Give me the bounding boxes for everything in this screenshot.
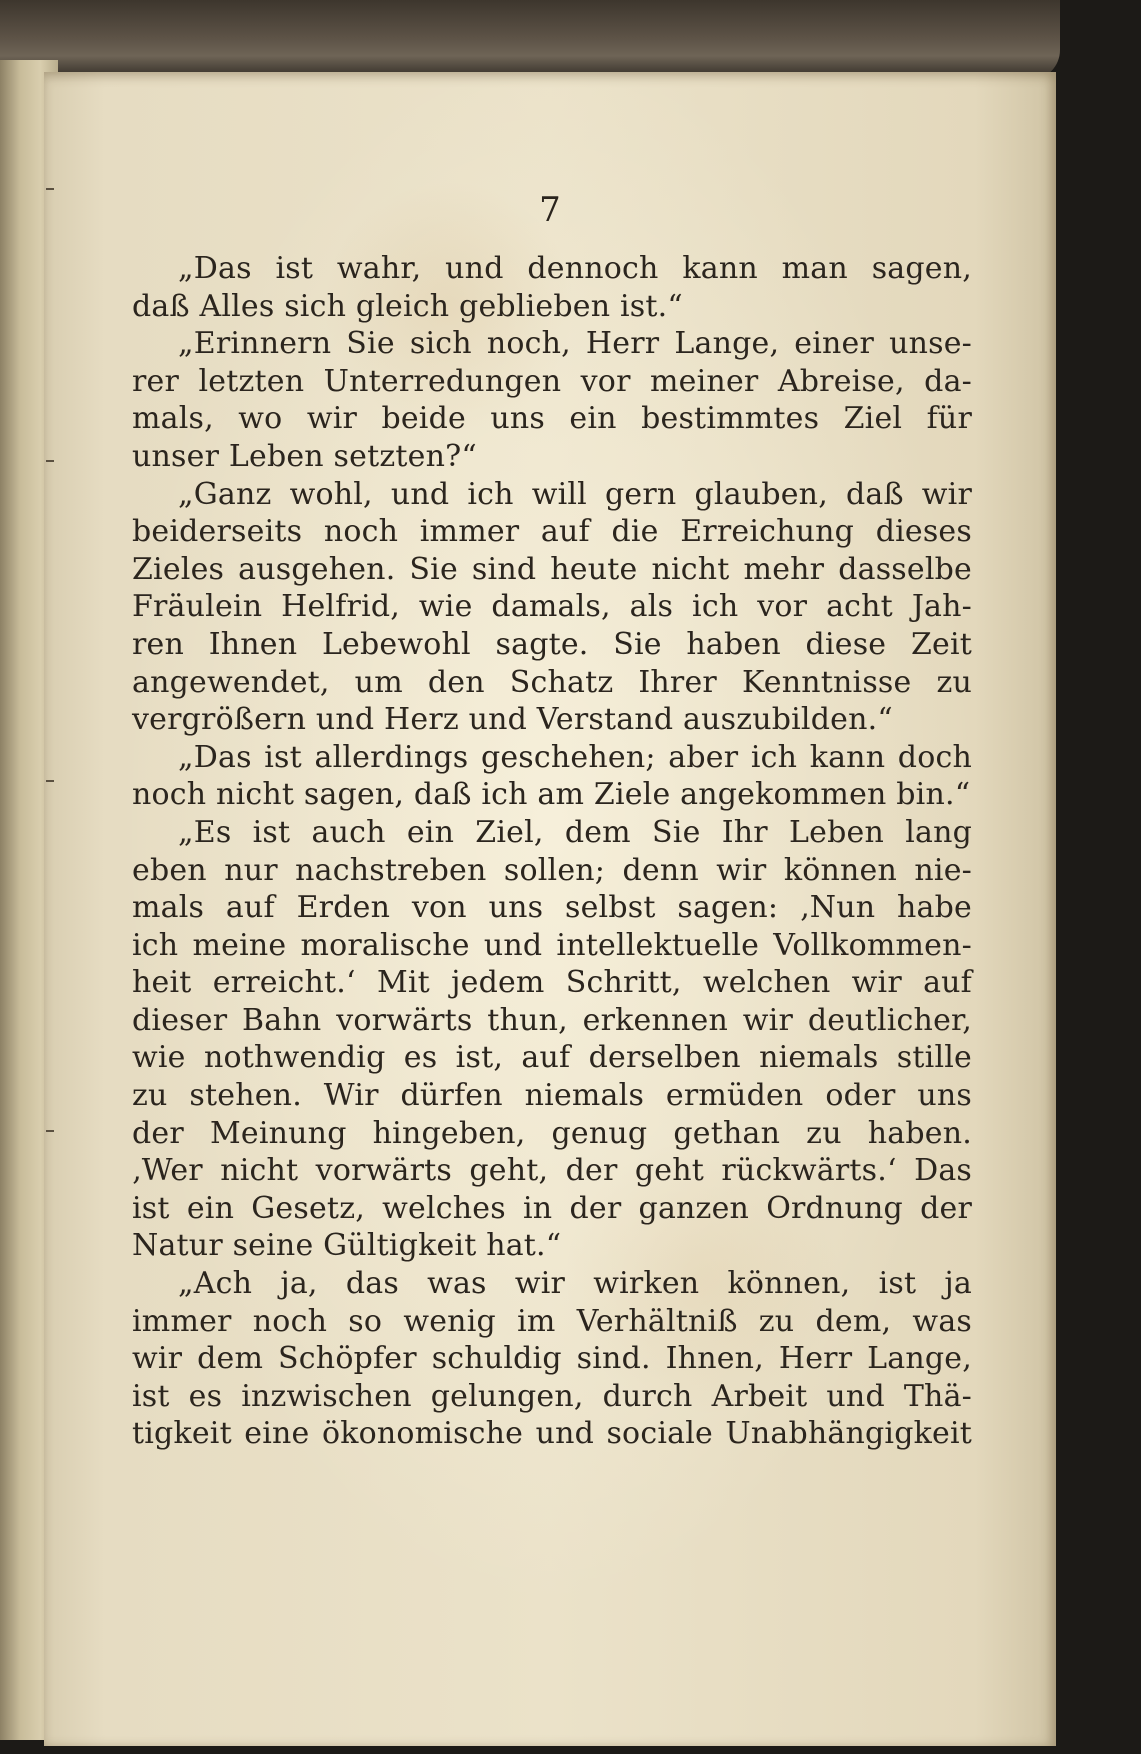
- text-line: ich meine moralische und intellektuelle Vollkommen-: [132, 927, 972, 963]
- text-line: Zieles ausgehen. Sie sind heute nicht mehr dasselbe: [132, 551, 972, 587]
- text-line: ‚Wer nicht vorwärts geht, der geht rückwärts.‘ Das: [132, 1153, 972, 1189]
- text-line: ist es inzwischen gelungen, durch Arbeit und Thä-: [132, 1378, 972, 1414]
- text-line: Natur seine Gültigkeit hat.“: [132, 1228, 562, 1264]
- text-line: wie nothwendig es ist, auf derselben niemals stille: [132, 1040, 972, 1076]
- text-line: eben nur nachstreben sollen; denn wir können nie-: [132, 852, 972, 888]
- text-line: „Es ist auch ein Ziel, dem Sie Ihr Leben lang: [178, 814, 972, 850]
- text-line: vergrößern und Herz und Verstand auszubilden.“: [132, 702, 893, 738]
- text-line: „Das ist allerdings geschehen; aber ich kann doch: [178, 739, 972, 775]
- page-number: 7: [539, 190, 561, 230]
- text-line: „Ganz wohl, und ich will gern glauben, daß wir: [178, 476, 972, 512]
- text-line: mals, wo wir beide uns ein bestimmtes Ziel für: [132, 401, 972, 437]
- page-text: [132, 250, 972, 1453]
- text-line: „Das ist wahr, und dennoch kann man sagen,: [178, 251, 972, 286]
- text-line: daß Alles sich gleich geblieben ist.“: [132, 288, 683, 324]
- text-line: heit erreicht.‘ Mit jedem Schritt, welchen wir auf: [132, 965, 972, 1001]
- text-line: immer noch so wenig im Verhältniß zu dem, was: [132, 1303, 972, 1339]
- text-line: „Ach ja, das was wir wirken können, ist ja: [178, 1266, 972, 1302]
- text-line: angewendet, um den Schatz Ihrer Kenntnisse zu: [132, 664, 972, 700]
- text-line: der Meinung hingeben, genug gethan zu haben.: [132, 1115, 972, 1151]
- text-line: noch nicht sagen, daß ich am Ziele angekommen bin.“: [132, 777, 971, 813]
- book-spine-edge: [0, 0, 1060, 80]
- text-line: „Erinnern Sie sich noch, Herr Lange, einer unse-: [178, 326, 972, 362]
- text-line: ren Ihnen Lebewohl sagte. Sie haben diese Zeit: [132, 626, 972, 662]
- text-line: ist ein Gesetz, welches in der ganzen Ordnung der: [132, 1190, 972, 1226]
- text-line: dieser Bahn vorwärts thun, erkennen wir deutlicher,: [132, 1002, 972, 1038]
- text-line: mals auf Erden von uns selbst sagen: ‚Nun habe: [132, 890, 972, 926]
- text-line: rer letzten Unterredungen vor meiner Abreise, da-: [132, 363, 972, 399]
- text-line: beiderseits noch immer auf die Erreichung dieses: [132, 514, 972, 550]
- book-page: [44, 72, 1056, 1746]
- margin-marks: [44, 180, 58, 1580]
- text-line: tigkeit eine ökonomische und sociale Unabhängigkeit: [132, 1416, 972, 1452]
- text-line: zu stehen. Wir dürfen niemals ermüden oder uns: [132, 1078, 972, 1114]
- text-line: wir dem Schöpfer schuldig sind. Ihnen, Herr Lange,: [132, 1341, 972, 1377]
- text-line: unser Leben setzten?“: [132, 438, 477, 474]
- text-line: Fräulein Helfrid, wie damals, als ich vor acht Jah-: [132, 589, 972, 625]
